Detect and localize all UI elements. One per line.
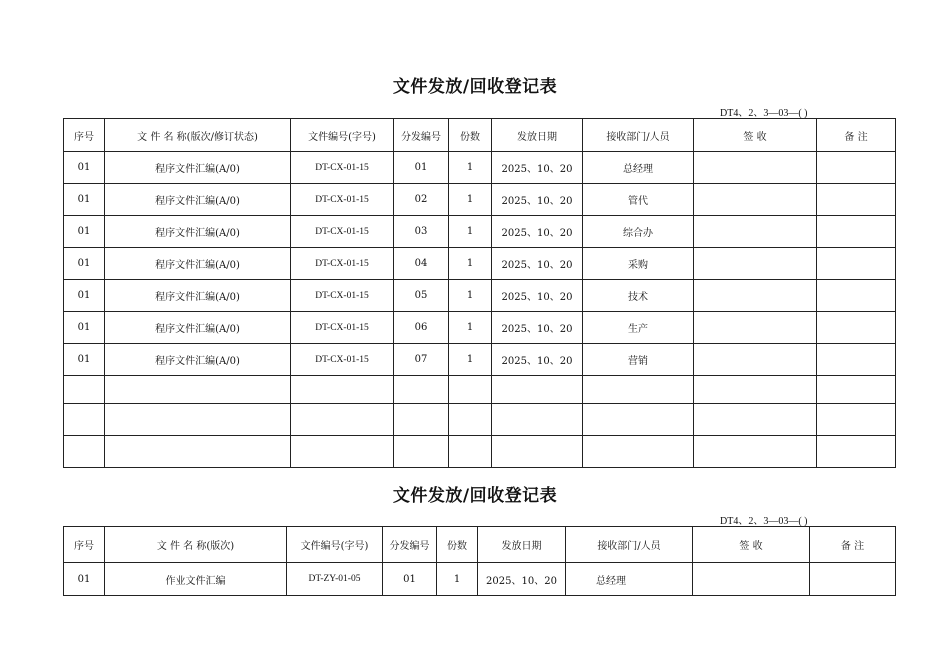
cell-file-name: 程序文件汇编(A/0)	[105, 312, 291, 344]
cell-file-name: 程序文件汇编(A/0)	[105, 216, 291, 248]
header-sign: 签 收	[694, 119, 817, 152]
form1-doc-code: DT4、2、3—03—( )	[720, 108, 808, 119]
cell-copies: 1	[437, 563, 478, 596]
cell-file-name	[105, 436, 291, 468]
cell-copies: 1	[449, 216, 492, 248]
cell-remark[interactable]	[817, 280, 896, 312]
cell-issue-date: 2025、10、20	[478, 563, 566, 596]
header-dist-number: 分发编号	[394, 119, 449, 152]
cell-remark[interactable]	[817, 184, 896, 216]
cell-copies: 1	[449, 280, 492, 312]
header-file-name: 文 件 名 称(版次)	[105, 527, 287, 563]
form2-table	[63, 526, 896, 596]
form2-title: 文件发放/回收登记表	[392, 486, 558, 506]
cell-copies: 1	[449, 312, 492, 344]
cell-remark[interactable]	[817, 248, 896, 280]
cell-copies	[449, 376, 492, 404]
cell-remark[interactable]	[817, 376, 896, 404]
header-file-name: 文 件 名 称(版次/修订状态)	[105, 119, 291, 152]
header-row	[64, 527, 896, 563]
cell-issue-date: 2025、10、20	[492, 152, 583, 184]
cell-issue-date: 2025、10、20	[492, 280, 583, 312]
cell-recipient: 综合办	[583, 216, 694, 248]
header-issue-date: 发放日期	[478, 527, 566, 563]
cell-recipient	[583, 376, 694, 404]
header-seq: 序号	[64, 119, 105, 152]
form2-doc-code: DT4、2、3—03—( )	[720, 516, 808, 527]
header-file-number: 文件编号(字号)	[287, 527, 383, 563]
cell-recipient: 管代	[583, 184, 694, 216]
header-copies: 份数	[437, 527, 478, 563]
cell-recipient: 采购	[583, 248, 694, 280]
cell-dist-number	[394, 404, 449, 436]
cell-sign[interactable]	[694, 280, 817, 312]
cell-dist-number: 01	[383, 563, 437, 596]
cell-copies: 1	[449, 248, 492, 280]
cell-dist-number	[394, 376, 449, 404]
cell-file-name: 作业文件汇编	[105, 563, 287, 596]
cell-copies: 1	[449, 184, 492, 216]
cell-seq: 01	[64, 312, 105, 344]
cell-dist-number: 05	[394, 280, 449, 312]
cell-sign[interactable]	[694, 184, 817, 216]
cell-seq: 01	[64, 152, 105, 184]
cell-sign[interactable]	[694, 312, 817, 344]
header-sign: 签 收	[693, 527, 810, 563]
cell-remark[interactable]	[817, 436, 896, 468]
cell-sign[interactable]	[693, 563, 810, 596]
cell-file-name	[105, 404, 291, 436]
header-seq: 序号	[64, 527, 105, 563]
cell-issue-date	[492, 376, 583, 404]
cell-file-name: 程序文件汇编(A/0)	[105, 280, 291, 312]
cell-sign[interactable]	[694, 376, 817, 404]
cell-file-number: DT-CX-01-15	[291, 152, 394, 184]
cell-file-number: DT-ZY-01-05	[287, 563, 383, 596]
cell-file-number: DT-CX-01-15	[291, 216, 394, 248]
form1-table	[63, 118, 896, 468]
cell-file-name: 程序文件汇编(A/0)	[105, 344, 291, 376]
cell-file-number	[291, 404, 394, 436]
table-row	[64, 404, 896, 436]
header-remark: 备 注	[817, 119, 896, 152]
table-row	[64, 436, 896, 468]
table-row	[64, 312, 896, 344]
cell-seq: 01	[64, 248, 105, 280]
table-row	[64, 152, 896, 184]
cell-seq: 01	[64, 344, 105, 376]
cell-remark[interactable]	[810, 563, 896, 596]
cell-seq	[64, 436, 105, 468]
cell-file-number	[291, 436, 394, 468]
cell-file-number: DT-CX-01-15	[291, 184, 394, 216]
table-row	[64, 248, 896, 280]
table-row	[64, 216, 896, 248]
cell-seq: 01	[64, 563, 105, 596]
table-row	[64, 280, 896, 312]
cell-file-name: 程序文件汇编(A/0)	[105, 152, 291, 184]
cell-issue-date: 2025、10、20	[492, 312, 583, 344]
cell-copies	[449, 404, 492, 436]
header-remark: 备 注	[810, 527, 896, 563]
header-copies: 份数	[449, 119, 492, 152]
cell-remark[interactable]	[817, 404, 896, 436]
header-recipient: 接收部门/人员	[566, 527, 693, 563]
cell-sign[interactable]	[694, 344, 817, 376]
cell-file-name: 程序文件汇编(A/0)	[105, 184, 291, 216]
cell-seq	[64, 376, 105, 404]
cell-recipient: 总经理	[566, 563, 693, 596]
cell-sign[interactable]	[694, 216, 817, 248]
table-row	[64, 184, 896, 216]
cell-file-number: DT-CX-01-15	[291, 248, 394, 280]
cell-dist-number: 01	[394, 152, 449, 184]
cell-remark[interactable]	[817, 216, 896, 248]
cell-seq: 01	[64, 184, 105, 216]
cell-seq	[64, 404, 105, 436]
cell-file-number: DT-CX-01-15	[291, 280, 394, 312]
cell-issue-date	[492, 436, 583, 468]
cell-recipient: 营销	[583, 344, 694, 376]
cell-issue-date	[492, 404, 583, 436]
cell-dist-number: 02	[394, 184, 449, 216]
cell-recipient: 技术	[583, 280, 694, 312]
cell-file-number: DT-CX-01-15	[291, 344, 394, 376]
cell-seq: 01	[64, 280, 105, 312]
cell-dist-number	[394, 436, 449, 468]
form1-title: 文件发放/回收登记表	[392, 77, 558, 97]
cell-copies: 1	[449, 152, 492, 184]
cell-seq: 01	[64, 216, 105, 248]
cell-recipient: 生产	[583, 312, 694, 344]
cell-recipient: 总经理	[583, 152, 694, 184]
table-row	[64, 563, 896, 596]
cell-issue-date: 2025、10、20	[492, 248, 583, 280]
cell-file-name: 程序文件汇编(A/0)	[105, 248, 291, 280]
cell-remark[interactable]	[817, 312, 896, 344]
cell-recipient	[583, 404, 694, 436]
cell-dist-number: 06	[394, 312, 449, 344]
header-row	[64, 119, 896, 152]
cell-remark[interactable]	[817, 344, 896, 376]
table-row	[64, 344, 896, 376]
cell-dist-number: 07	[394, 344, 449, 376]
cell-file-number: DT-CX-01-15	[291, 312, 394, 344]
table-row	[64, 376, 896, 404]
cell-sign[interactable]	[694, 404, 817, 436]
header-file-number: 文件编号(字号)	[291, 119, 394, 152]
cell-dist-number: 04	[394, 248, 449, 280]
header-issue-date: 发放日期	[492, 119, 583, 152]
cell-issue-date: 2025、10、20	[492, 184, 583, 216]
cell-remark[interactable]	[817, 152, 896, 184]
cell-file-name	[105, 376, 291, 404]
header-recipient: 接收部门/人员	[583, 119, 694, 152]
cell-sign[interactable]	[694, 436, 817, 468]
cell-sign[interactable]	[694, 248, 817, 280]
cell-copies	[449, 436, 492, 468]
header-dist-number: 分发编号	[383, 527, 437, 563]
cell-file-number	[291, 376, 394, 404]
cell-copies: 1	[449, 344, 492, 376]
cell-dist-number: 03	[394, 216, 449, 248]
cell-issue-date: 2025、10、20	[492, 344, 583, 376]
cell-issue-date: 2025、10、20	[492, 216, 583, 248]
cell-recipient	[583, 436, 694, 468]
cell-sign[interactable]	[694, 152, 817, 184]
